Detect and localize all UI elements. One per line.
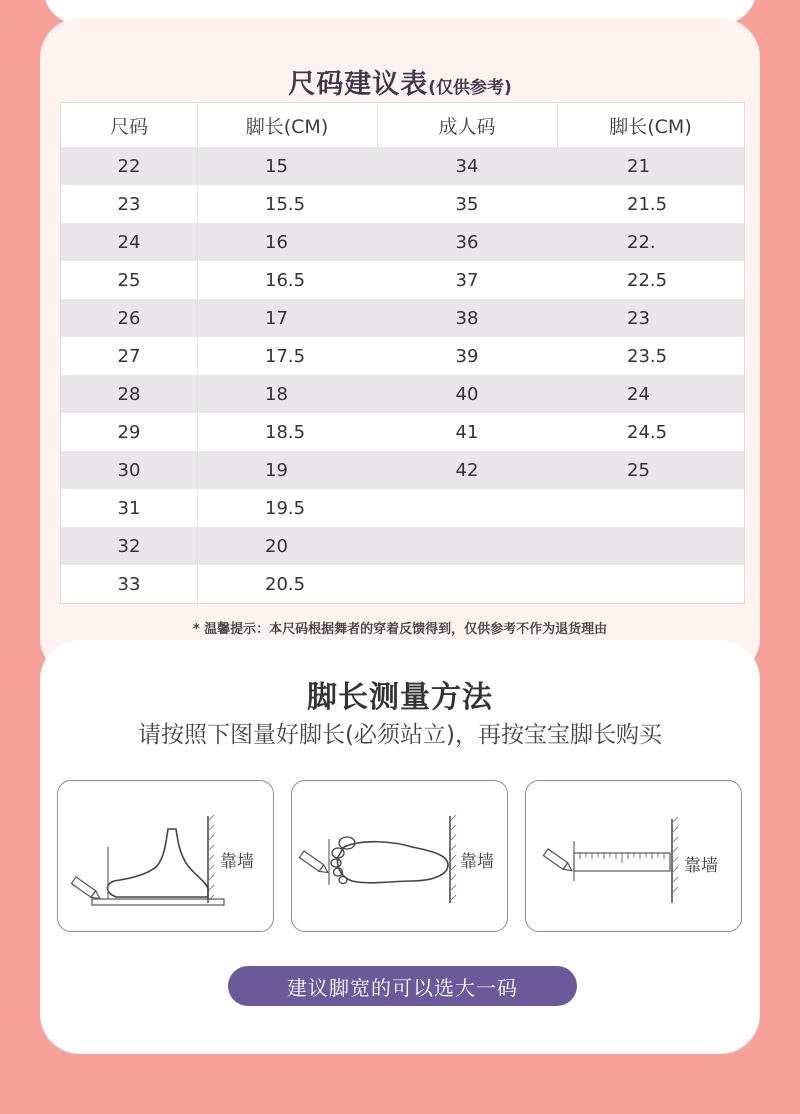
table-cell: 19.5 bbox=[265, 497, 306, 519]
size-table bbox=[60, 102, 745, 604]
table-cell: 28 bbox=[117, 383, 141, 405]
table-cell bbox=[377, 489, 557, 527]
table-cell: 21.5 bbox=[627, 193, 668, 215]
size-chart-title-main: 尺码建议表 bbox=[288, 69, 429, 100]
table-cell: 25 bbox=[117, 269, 141, 291]
table-cell: 22.5 bbox=[627, 269, 668, 291]
measure-title: 脚长测量方法 bbox=[307, 680, 493, 715]
warm-tip: * 温馨提示：本尺码根据舞者的穿着反馈得到，仅供参考不作为退货理由 bbox=[192, 622, 608, 637]
measure-panel-ruler bbox=[525, 780, 742, 932]
wall-label: 靠墙 bbox=[220, 852, 254, 872]
column-divider bbox=[377, 103, 378, 147]
table-header bbox=[61, 103, 744, 147]
table-cell: 17 bbox=[265, 307, 288, 329]
table-row bbox=[61, 451, 744, 489]
table-cell: 34 bbox=[455, 155, 479, 177]
size-chart-title-sub: (仅供参考) bbox=[428, 78, 512, 98]
header-cell: 尺码 bbox=[109, 115, 148, 138]
table-cell: 22. bbox=[627, 231, 656, 253]
measure-panel-top bbox=[291, 780, 508, 932]
measure-panel-side bbox=[57, 780, 274, 932]
table-row bbox=[61, 375, 744, 413]
table-cell: 36 bbox=[455, 231, 479, 253]
table-cell: 37 bbox=[455, 269, 479, 291]
table-cell: 23.5 bbox=[627, 345, 668, 367]
header-cell: 成人码 bbox=[438, 115, 496, 138]
table-cell: 17.5 bbox=[265, 345, 306, 367]
table-row bbox=[61, 147, 744, 185]
table-cell: 20 bbox=[265, 535, 288, 557]
table-row bbox=[61, 413, 744, 451]
table-cell: 22 bbox=[117, 155, 141, 177]
table-row bbox=[61, 185, 744, 223]
table-row bbox=[61, 337, 744, 375]
table-cell bbox=[557, 565, 744, 603]
table-cell: 24 bbox=[627, 383, 650, 405]
size-chart-title bbox=[40, 62, 760, 101]
table-cell: 15 bbox=[265, 155, 288, 177]
column-divider bbox=[557, 103, 558, 147]
table-row bbox=[61, 261, 744, 299]
table-cell: 18.5 bbox=[265, 421, 306, 443]
table-cell: 33 bbox=[117, 573, 141, 595]
table-cell: 30 bbox=[117, 459, 141, 481]
table-cell: 21 bbox=[627, 155, 650, 177]
table-cell: 24.5 bbox=[627, 421, 668, 443]
table-cell bbox=[377, 565, 557, 603]
measure-card bbox=[40, 640, 760, 1054]
table-cell: 24 bbox=[117, 231, 141, 253]
table-cell bbox=[557, 527, 744, 565]
table-cell: 16 bbox=[265, 231, 288, 253]
advice-pill: 建议脚宽的可以选大一码 bbox=[228, 966, 577, 1006]
table-cell: 18 bbox=[265, 383, 288, 405]
measure-subtitle: 请按照下图量好脚长(必须站立)，再按宝宝脚长购买 bbox=[138, 722, 662, 748]
table-cell: 38 bbox=[455, 307, 479, 329]
table-cell: 39 bbox=[455, 345, 479, 367]
table-cell: 40 bbox=[455, 383, 479, 405]
wall-label: 靠墙 bbox=[460, 852, 494, 872]
table-cell: 32 bbox=[117, 535, 141, 557]
table-cell: 35 bbox=[455, 193, 479, 215]
table-cell: 23 bbox=[627, 307, 650, 329]
header-cell: 脚长(CM) bbox=[245, 115, 329, 138]
table-cell: 20.5 bbox=[265, 573, 306, 595]
table-cell: 42 bbox=[455, 459, 479, 481]
wall-label: 靠墙 bbox=[684, 856, 718, 876]
table-cell: 15.5 bbox=[265, 193, 306, 215]
table-cell: 23 bbox=[117, 193, 141, 215]
header-cell: 脚长(CM) bbox=[609, 115, 692, 138]
table-row bbox=[61, 527, 744, 565]
table-cell: 19 bbox=[265, 459, 288, 481]
table-cell: 29 bbox=[117, 421, 141, 443]
table-cell bbox=[557, 489, 744, 527]
table-cell: 25 bbox=[627, 459, 650, 481]
column-divider bbox=[197, 103, 198, 607]
table-row bbox=[61, 299, 744, 337]
table-row bbox=[61, 223, 744, 261]
size-chart-card bbox=[40, 18, 760, 678]
table-row bbox=[61, 489, 744, 527]
table-cell: 26 bbox=[117, 307, 141, 329]
table-cell bbox=[377, 527, 557, 565]
table-body bbox=[61, 147, 744, 603]
table-cell: 16.5 bbox=[265, 269, 306, 291]
table-row bbox=[61, 565, 744, 603]
table-cell: 27 bbox=[117, 345, 141, 367]
table-cell: 31 bbox=[117, 497, 141, 519]
table-cell: 41 bbox=[455, 421, 479, 443]
